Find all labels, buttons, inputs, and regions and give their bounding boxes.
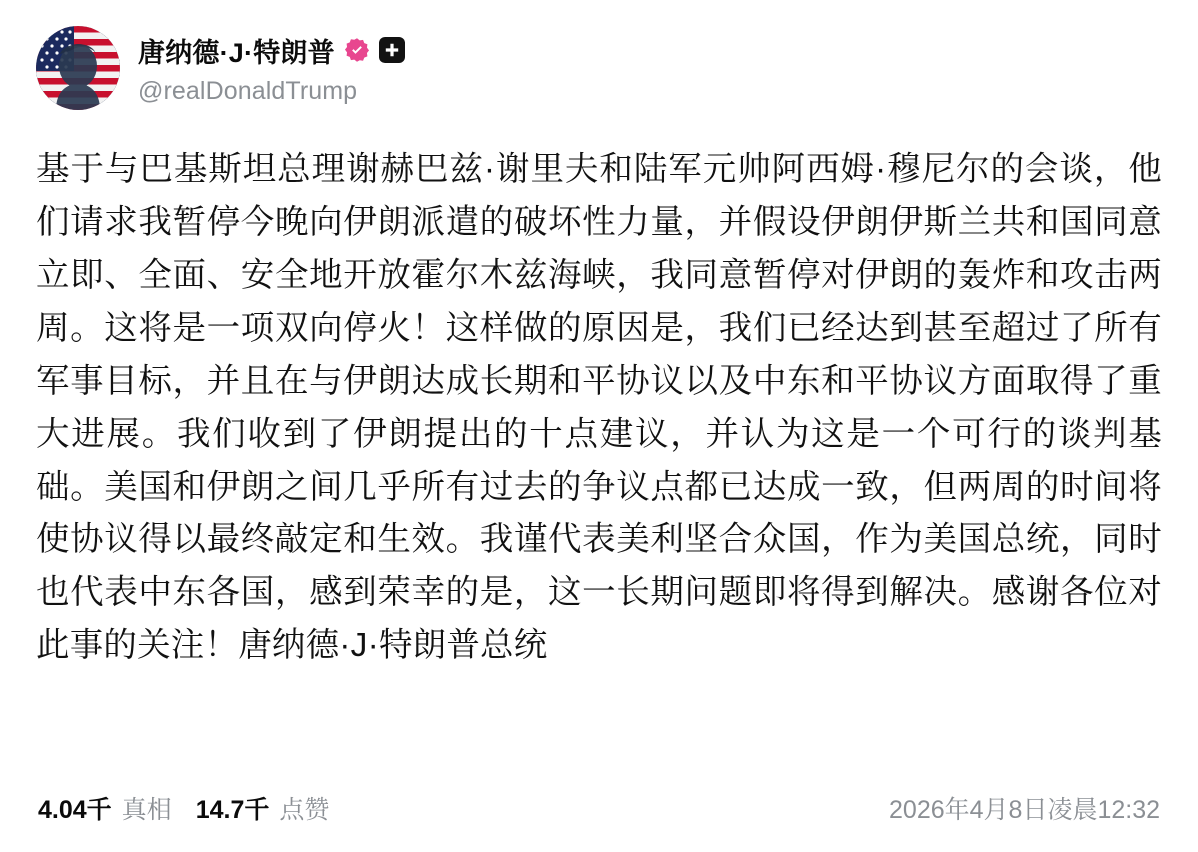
cross-badge-icon	[379, 37, 405, 63]
post-content: 基于与巴基斯坦总理谢赫巴兹·谢里夫和陆军元帅阿西姆·穆尼尔的会谈，他们请求我暂停今晚向伊朗派遣的破坏性力量，并假设伊朗伊斯兰共和国同意立即、全面、安全地开放霍尔木兹海峡，我同意暂停对伊朗的轰炸和攻击两周。这将是一项双向停火！这样做的原因是，我们已经达到甚至超过了所有军事目标，并且在与伊朗达成长期和平协议以及中东和平协议方面取得了重大进展。我们收到了伊朗提出的十点建议，并认为这是一个可行的谈判基础。美国和伊朗之间几乎所有过去的争议点都已达成一致，但两周的时间将使协议得以最终敲定和生效。我谨代表美利坚合众国，作为美国总统，同时也代表中东各国，感到荣幸的是，这一长期问题即将得到解决。感谢各位对此事的关注！唐纳德·J·特朗普总统	[36, 151, 1162, 665]
reposts-label[interactable]: 真相	[121, 796, 172, 824]
post-header	[36, 26, 1162, 122]
post-footer	[36, 790, 1162, 852]
likes-label[interactable]: 点赞	[279, 796, 330, 824]
author-identity	[138, 26, 405, 106]
author-name-row	[138, 30, 405, 70]
post-timestamp: 2026年4月8日凌晨12:32	[889, 796, 1160, 824]
reposts-count: 4.04千	[38, 796, 112, 824]
post-stats	[38, 790, 343, 826]
plus-cross-glyph	[384, 42, 400, 58]
author-handle: @realDonaldTrump	[138, 77, 358, 105]
page-title: 唐纳德·J·特朗普	[138, 37, 335, 68]
likes-count: 14.7千	[195, 796, 270, 824]
verified-badge-icon	[344, 37, 370, 63]
trump-flag-avatar-image	[36, 26, 120, 110]
avatar[interactable]	[36, 26, 120, 110]
